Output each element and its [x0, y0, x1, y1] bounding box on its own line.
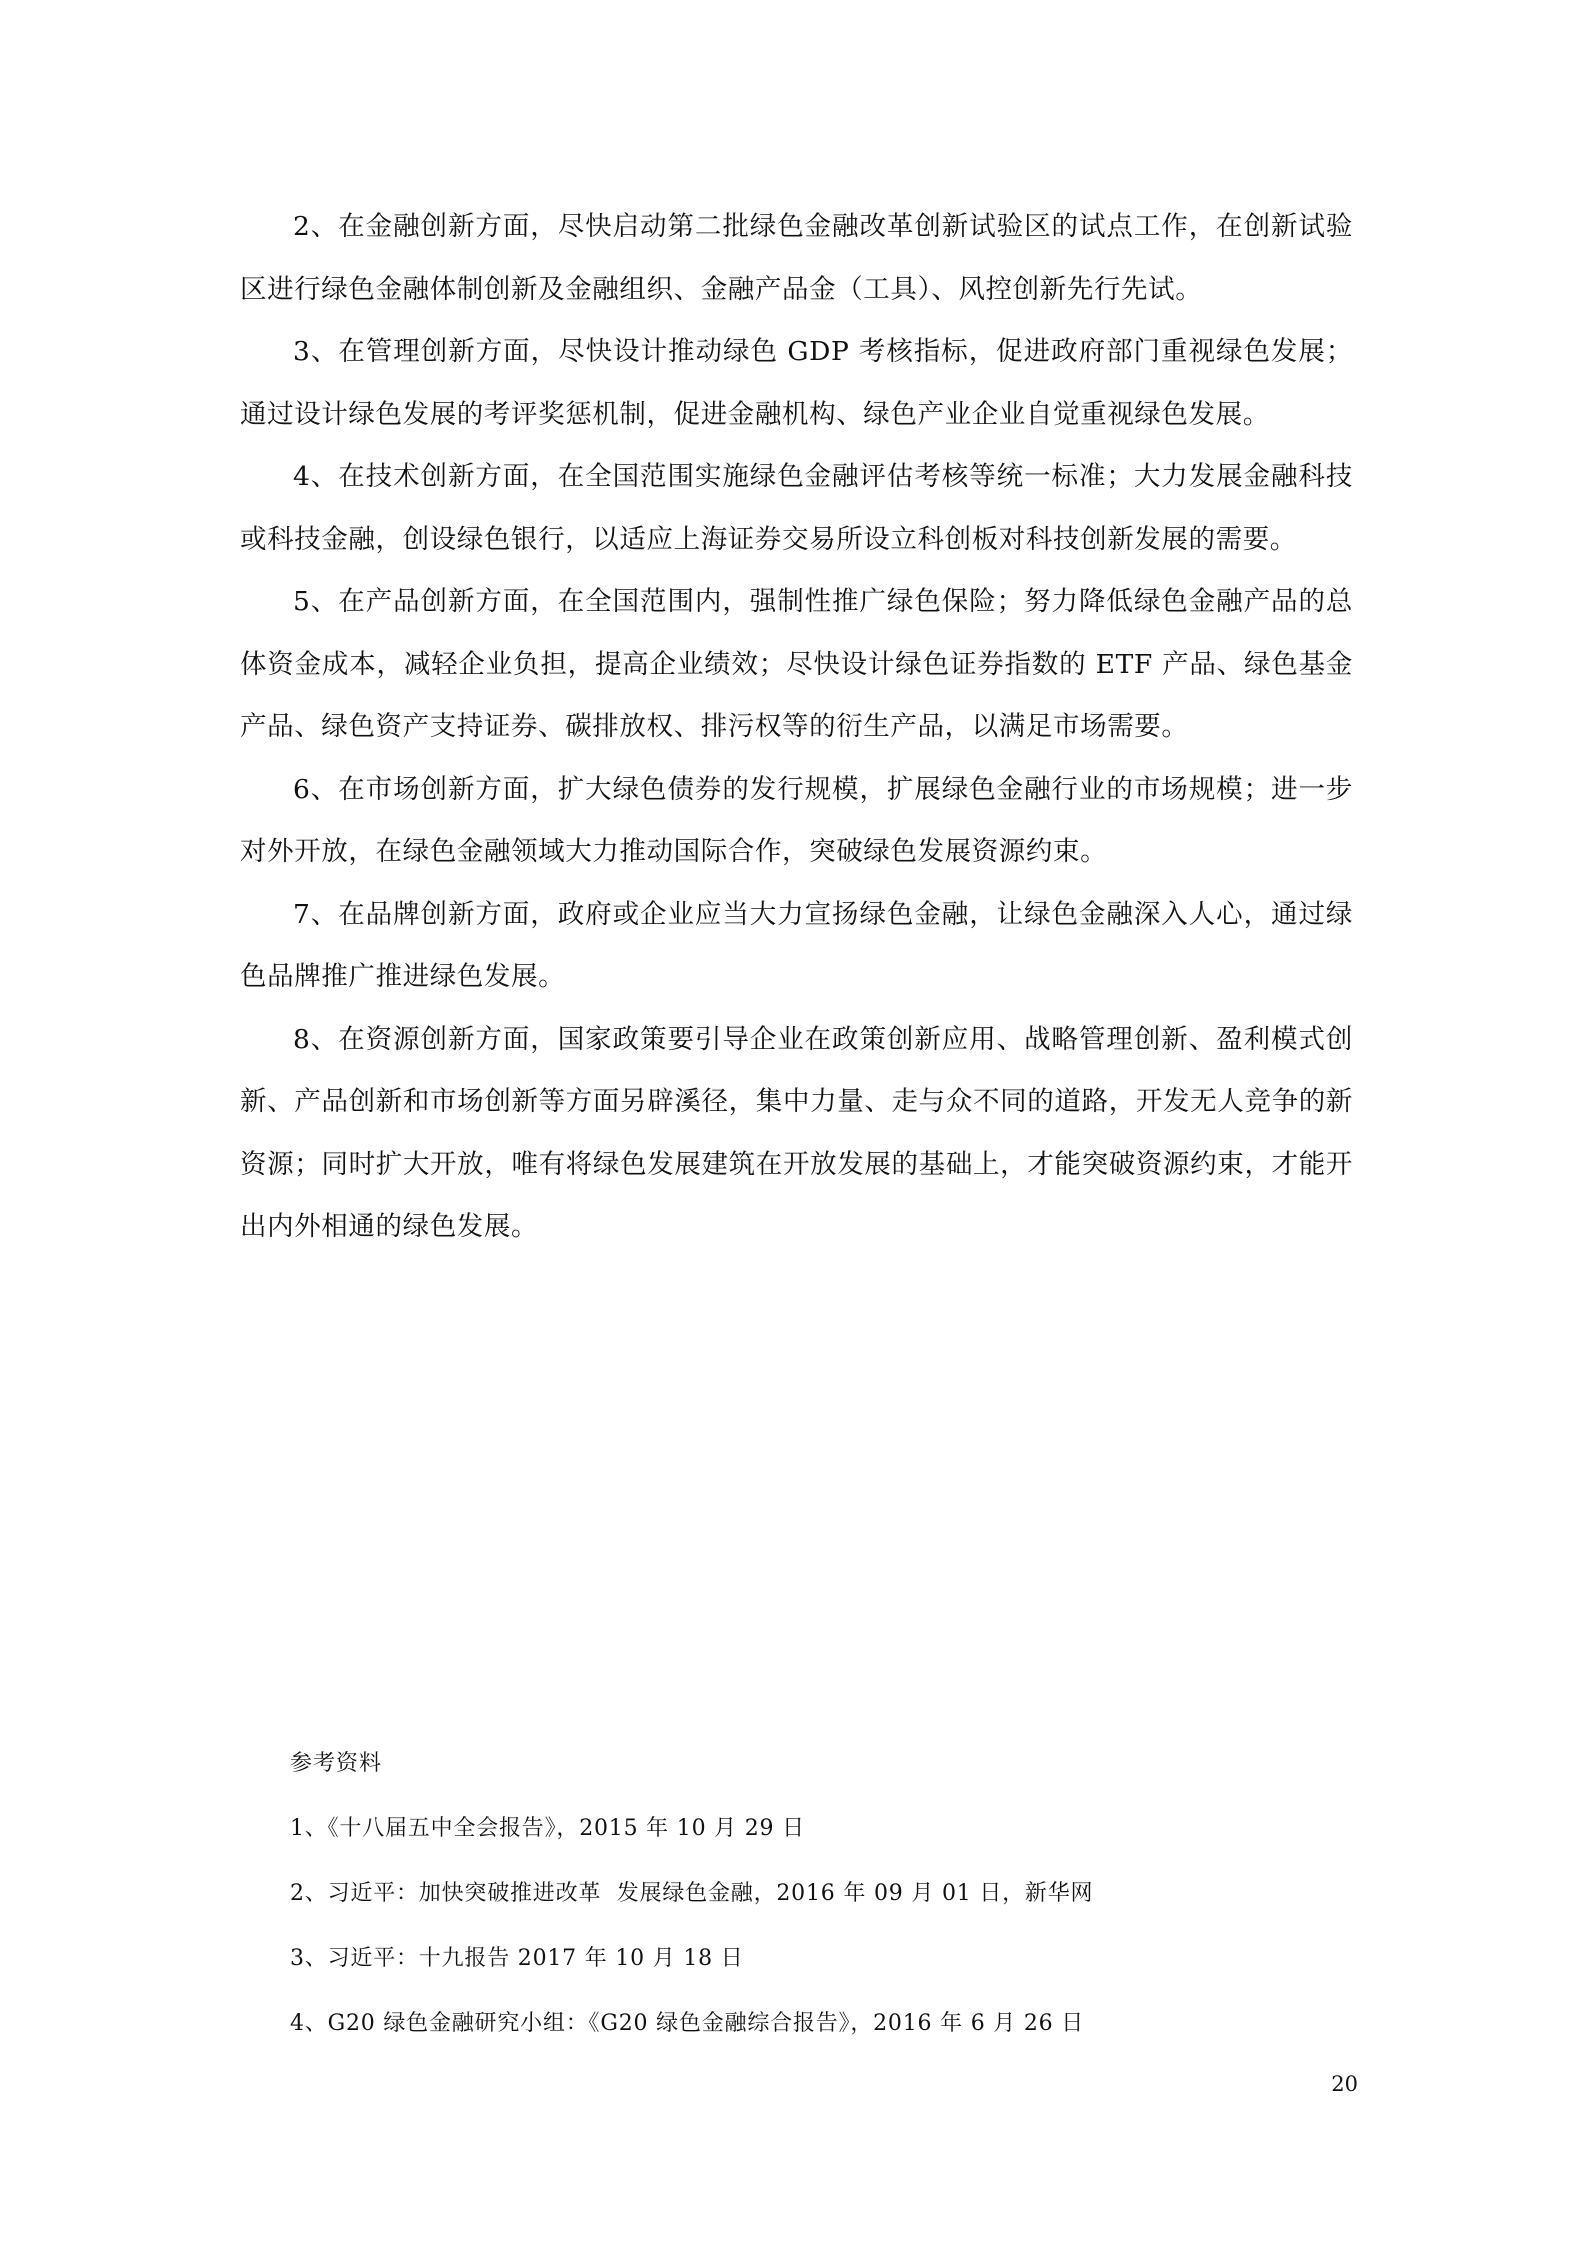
reference-item: 2、习近平：加快突破推进改革 发展绿色金融，2016 年 09 月 01 日，新华网	[290, 1881, 1094, 1906]
paragraph-technology-innovation: 4、在技术创新方面，在全国范围实施绿色金融评估考核等统一标准；大力发展金融科技或科技金融，创设绿色银行，以适应上海证券交易所设立科创板对科技创新发展的需要。	[240, 461, 1353, 555]
paragraph-resource-innovation: 8、在资源创新方面，国家政策要引导企业在政策创新应用、战略管理创新、盈利模式创新、产品创新和市场创新等方面另辟溪径，集中力量、走与众不同的道路，开发无人竞争的新资源；同时扩大开放，唯有将绿色发展建筑在开放发展的基础上，才能突破资源约束，才能开出内外相通的绿色发展。	[240, 1023, 1353, 1242]
paragraph-market-innovation: 6、在市场创新方面，扩大绿色债券的发行规模，扩展绿色金融行业的市场规模；进一步对外开放，在绿色金融领域大力推动国际合作，突破绿色发展资源约束。	[240, 773, 1353, 867]
paragraph-product-innovation: 5、在产品创新方面，在全国范围内，强制性推广绿色保险；努力降低绿色金融产品的总体资金成本，减轻企业负担，提高企业绩效；尽快设计绿色证券指数的 ETF 产品、绿色基金产品、绿色资产支持证券、碳排放权、排污权等的衍生产品，以满足市场需要。	[240, 586, 1353, 742]
page-number: 20	[1331, 2072, 1358, 2096]
reference-item: 4、G20 绿色金融研究小组：《G20 绿色金融综合报告》，2016 年 6 月 26 日	[290, 2011, 1085, 2036]
references-title: 参考资料	[290, 1751, 383, 1776]
body-text	[240, 196, 1353, 1259]
paragraph-management-innovation: 3、在管理创新方面，尽快设计推动绿色 GDP 考核指标，促进政府部门重视绿色发展；通过设计绿色发展的考评奖惩机制，促进金融机构、绿色产业企业自觉重视绿色发展。	[240, 336, 1353, 430]
reference-item: 1、《十八届五中全会报告》，2015 年 10 月 29 日	[290, 1816, 805, 1841]
references-section	[290, 1748, 1353, 2073]
reference-item: 3、习近平：十九报告 2017 年 10 月 18 日	[290, 1946, 744, 1971]
paragraph-financial-innovation: 2、在金融创新方面，尽快启动第二批绿色金融改革创新试验区的试点工作，在创新试验区进行绿色金融体制创新及金融组织、金融产品金（工具）、风控创新先行先试。	[240, 211, 1353, 305]
paragraph-brand-innovation: 7、在品牌创新方面，政府或企业应当大力宣扬绿色金融，让绿色金融深入人心，通过绿色品牌推广推进绿色发展。	[240, 898, 1353, 992]
